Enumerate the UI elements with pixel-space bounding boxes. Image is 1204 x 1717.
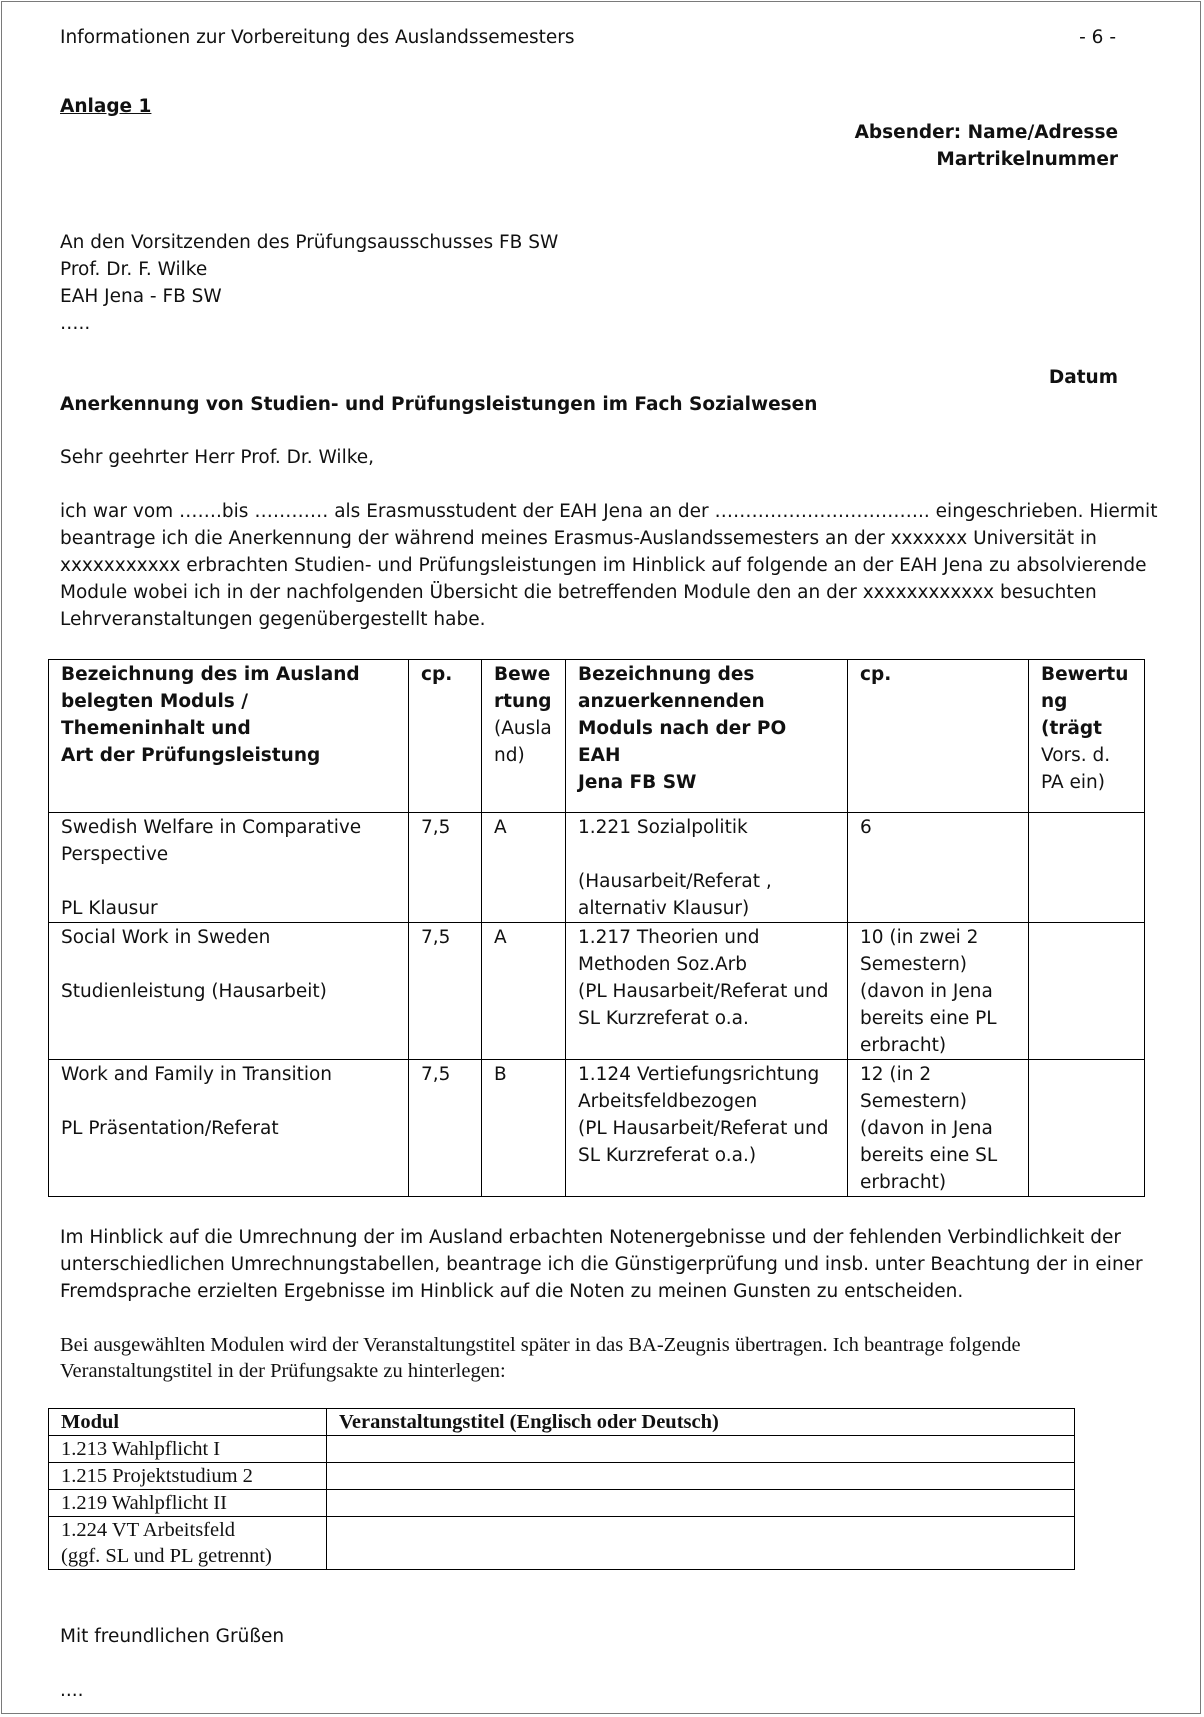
table-cell: A [482, 923, 566, 1060]
table-cell: 12 (in 2 Semestern) (davon in Jena bereits eine SL erbracht) [848, 1060, 1029, 1197]
header-cell-cp-foreign: cp. [409, 660, 482, 813]
page-number: - 6 - [1079, 27, 1116, 48]
closing: Mit freundlichen Grüßen [60, 1626, 285, 1647]
recipient-line: EAH Jena - FB SW [60, 286, 222, 307]
grade-conversion-paragraph [60, 1224, 1170, 1305]
paragraph-line: beantrage ich die Anerkennung der während meines Erasmus-Auslandssemesters an der xxxxxxx Universität in [60, 528, 1097, 549]
table-cell [1029, 1060, 1145, 1197]
header-cell-recognized-module: Bezeichnung des anzuerkennenden Moduls nach der PO EAH Jena FB SW [566, 660, 848, 813]
header-cell-course-title: Veranstaltungstitel (Englisch oder Deutsch) [327, 1409, 1075, 1436]
table-cell: 1.221 Sozialpolitik (Hausarbeit/Referat , alternativ Klausur) [566, 813, 848, 923]
annex-label: Anlage 1 [60, 96, 152, 117]
module-cell: 1.213 Wahlpflicht I [49, 1436, 327, 1463]
table-cell: 10 (in zwei 2 Semestern) (davon in Jena bereits eine PL erbracht) [848, 923, 1029, 1060]
paragraph-line: Lehrveranstaltungen gegenübergestellt habe. [60, 609, 486, 630]
course-title-cell [327, 1517, 1075, 1570]
paragraph-line: unterschiedlichen Umrechnungstabellen, beantrage ich die Günstigerprüfung und insb. unter Beachtung der in einer [60, 1254, 1143, 1275]
signature-placeholder: .... [60, 1680, 84, 1701]
course-title-cell [327, 1463, 1075, 1490]
table-row [49, 1517, 1075, 1570]
table-row [49, 813, 1145, 923]
recognition-table [48, 659, 1145, 1197]
module-cell: 1.219 Wahlpflicht II [49, 1490, 327, 1517]
header-cell-grade-home: Bewertu ng (trägt Vors. d. PA ein) [1029, 660, 1145, 813]
table-row [49, 1490, 1075, 1517]
salutation: Sehr geehrter Herr Prof. Dr. Wilke, [60, 447, 375, 468]
header-cell-foreign-module: Bezeichnung des im Ausland belegten Moduls / Themeninhalt und Art der Prüfungsleistung [49, 660, 409, 813]
table-cell: 7,5 [409, 923, 482, 1060]
paragraph-line: ich war vom …….bis ………… als Erasmusstudent der EAH Jena an der …………………………….. eingeschrieben. Hiermit [60, 501, 1158, 522]
table-cell: 7,5 [409, 813, 482, 923]
course-title-cell [327, 1490, 1075, 1517]
module-cell: 1.224 VT Arbeitsfeld (ggf. SL und PL getrennt) [49, 1517, 327, 1570]
date-label: Datum [1048, 367, 1118, 388]
paragraph-line: Veranstaltungstitel in der Prüfungsakte zu hinterlegen: [60, 1360, 506, 1382]
table-cell: Work and Family in Transition PL Präsentation/Referat [49, 1060, 409, 1197]
recipient-block [60, 229, 960, 337]
course-titles-header-row [49, 1409, 1075, 1436]
table-cell: 1.124 Vertiefungsrichtung Arbeitsfeldbezogen (PL Hausarbeit/Referat und SL Kurzreferat o.a.) [566, 1060, 848, 1197]
subject-line: Anerkennung von Studien- und Prüfungsleistungen im Fach Sozialwesen [60, 394, 818, 415]
course-titles-table [48, 1408, 1075, 1570]
table-cell [1029, 923, 1145, 1060]
table-cell: 7,5 [409, 1060, 482, 1197]
paragraph-line: xxxxxxxxxxx erbrachten Studien- und Prüfungsleistungen im Hinblick auf folgende an der EAH Jena zu absolvierende [60, 555, 1147, 576]
paragraph-line: Module wobei ich in der nachfolgenden Übersicht die betreffenden Module den an der xxxxxxxxxxxx besuchten [60, 582, 1097, 603]
header-cell-module: Modul [49, 1409, 327, 1436]
table-cell: Swedish Welfare in Comparative Perspective PL Klausur [49, 813, 409, 923]
table-row [49, 1436, 1075, 1463]
document-page [1, 1, 1201, 1714]
table-cell: A [482, 813, 566, 923]
table-row [49, 1463, 1075, 1490]
recipient-line: Prof. Dr. F. Wilke [60, 259, 208, 280]
paragraph-line: Fremdsprache erzielten Ergebnisse im Hinblick auf die Noten zu meinen Gunsten zu entscheiden. [60, 1281, 964, 1302]
table-cell [1029, 813, 1145, 923]
body-paragraph [60, 498, 1170, 633]
table-row [49, 923, 1145, 1060]
table-row [49, 1060, 1145, 1197]
recognition-table-header-row [49, 660, 1145, 813]
table-cell: Social Work in Sweden Studienleistung (Hausarbeit) [49, 923, 409, 1060]
paragraph-line: Bei ausgewählten Modulen wird der Veranstaltungstitel später in das BA-Zeugnis übertragen. Ich beantrage folgende [60, 1334, 1021, 1356]
table-cell: 1.217 Theorien und Methoden Soz.Arb (PL Hausarbeit/Referat und SL Kurzreferat o.a. [566, 923, 848, 1060]
recipient-line: An den Vorsitzenden des Prüfungsausschusses FB SW [60, 232, 559, 253]
sender-name-address: Absender: Name/Adresse [854, 122, 1118, 143]
course-title-cell [327, 1436, 1075, 1463]
sender-matriculation: Martrikelnummer [936, 149, 1118, 170]
paragraph-line: Im Hinblick auf die Umrechnung der im Ausland erbachten Notenergebnisse und der fehlenden Verbindlichkeit der [60, 1227, 1121, 1248]
table-cell: B [482, 1060, 566, 1197]
header-title: Informationen zur Vorbereitung des Auslandssemesters [60, 27, 575, 48]
table-cell: 6 [848, 813, 1029, 923]
course-title-paragraph [60, 1332, 1170, 1384]
module-cell: 1.215 Projektstudium 2 [49, 1463, 327, 1490]
recipient-line: ….. [60, 313, 91, 334]
header-cell-cp-home: cp. [848, 660, 1029, 813]
header-cell-grade-foreign: Bewe rtung (Ausla nd) [482, 660, 566, 813]
